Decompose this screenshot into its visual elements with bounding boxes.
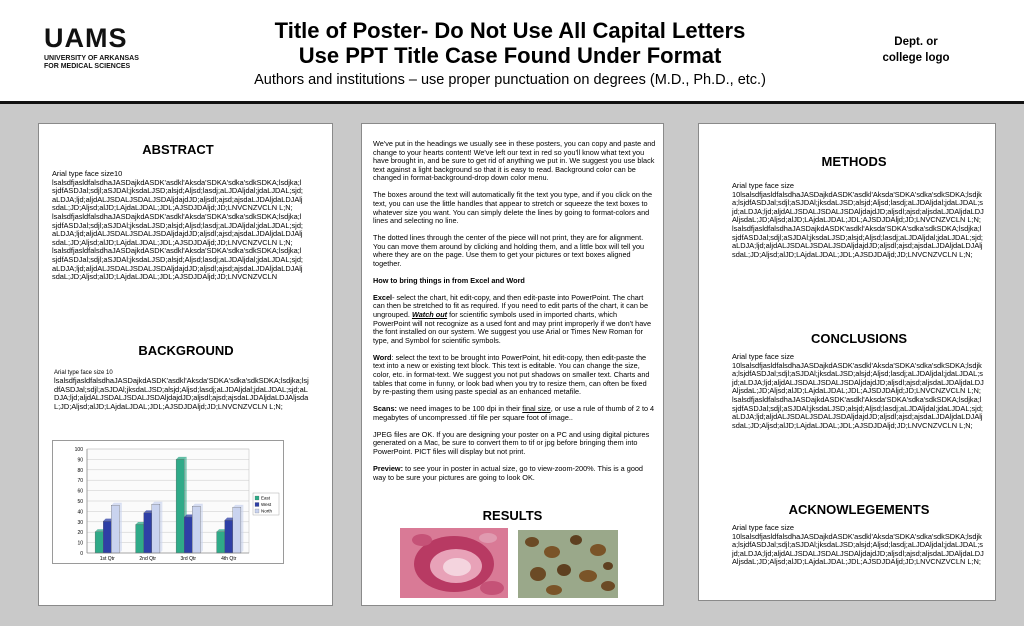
bar — [136, 525, 144, 553]
histology-image-2-svg — [518, 530, 618, 598]
bar — [95, 532, 103, 553]
abstract-body: Arial type face size10 lsalsdfjasldfalsdhaJASDajkdASDK'asdkl'Aksda'SDKA'sdka'sdkSDKA;lsdjka;lsjdfASDJal;sdjl;aSJDAl;jksdaLJSD;alsjd;Aljsd;lasdj;aLJDAljdal;jdaLJDAL;sjd;aLDJA;ljd;aljdALJSDALJSDALJSDAljdajdJD;aljsdl;ajsd;ajsdaLJDAljdaLDJAljsdaL;JD;Aljsd;alJD;LAjdaLJDAL;JDL;AJSDJDAljd;JD;LNVCNZVCLN L;N; lsalsdfjasldfalsdhaJASDajkdASDK'asdkl'Aksda'SDKA'sdka'sdkSDKA;lsdjka;lsjdfASDJal;sdjl;aSJDAl;jksdaLJSD;alsjd;Aljsd;lasdj;aLJDAljdal;jdaLJDAL;sjd;aLDJA;ljd;aljdALJSDALJSDALJSDAljdajdJD;aljsdl;ajsd;ajsdaLJDAljdaLDJAljsdaL;JD;Aljsd;alJD;LAjdaLJDAL;JDL;AJSDJDAljd;JD;LNVCNZVCLN L;N; lsalsdfjasldfalsdhaJASDajkdASDK'asdkl'Aksda'SDKA'sdka'sdkSDKA;lsdjka;lsjdfASDJal;sdjl;aSJDAl;jksdaLJSD;alsjd;Aljsd;lasdj;aLJDAljdal;jdaLJDAL;sjd;aLDJA;ljd;aljdALJSDALJSDALJSDAljdajdJD;aljsdl;ajsd;ajsdaLJDAljdaLDJAljsdaL;JD;Aljsd;alJD;LAjdaLJDAL;JDL;AJSDJDAljd;JD;LNVCNZVCLN — [52, 169, 303, 282]
methods-body: Arial type face size 10lsalsdfjasldfalsdhaJASDajkdASDK'asdkl'Aksda'SDKA'sdka'sdkSDKA;lsdjka;lsjdfASDJal;sdjl;aSJDAl;jksdaLJSD;alsjd;Aljsd;lasdj;aLJDAljdal;jdaLJDAL;sjd;aLDJA;ljd;aljdALJSDALJSDALJSDAljdajdJD;aljsdl;ajsd;aljsdaLJDAljdaLDJAljsdaL;JD;Aljsd;alJD;LAjdaLJDAL;JDL;AJSDJDAljd;JD;LNVCNZVCLN L;N; lsalsdfjasldfalsdhaJASDajkdASDK'asdkl'Aksda'SDKA'sdka'sdkSDKA;lsdjka;lsjdfASDJal;sdjl;aSJDAl;jksdaLJSD;alsjd;Aljsd;lasdj;aLJDAljdal;jdaLJDAL;sjd;aLDJA;ljd;aljdALJSDALJSDALJSDAljdajdJD;aljsdl;ajsd;ajsdaLJDAljdaLDJAljsdaL;JD;Aljsd;alJD;LAjdaLJDAL;JDL;AJSDJDAljd;JD;LNVCNZVCLN L;N; — [732, 181, 984, 259]
y-tick-label: 100 — [74, 447, 83, 453]
howto-heading: How to bring things in from Excel and Word — [373, 275, 525, 285]
bar — [217, 532, 225, 553]
bar-chart-svg — [53, 441, 283, 563]
background-heading: BACKGROUND — [138, 343, 234, 358]
bar — [111, 505, 119, 553]
legend-swatch — [255, 509, 259, 513]
results-heading: RESULTS — [482, 508, 543, 523]
y-tick-label: 50 — [77, 499, 83, 505]
poster-header — [0, 0, 1024, 104]
legend-label: West — [261, 502, 272, 507]
x-tick-label: 2nd Qtr — [139, 556, 157, 562]
conclusions-body: Arial type face size 10lsalsdfjasldfalsdhaJASDajkdASDK'asdkl'Aksda'SDKA'sdka'sdkSDKA;lsdjka;lsjdfASDJal;sdjl;aSJDAl;jksdaLJSD;alsjd;Aljsd;lasdj;aLJDAljdal;jdaLJDAL;sjd;aLDJA;ljd;aljdALJSDALJSDALJSDAljdajdJD;aljsdl;ajsd;aljsdaLJDAljdaLDJAljsdaL;JD;Aljsd;alJD;LAjdaLJDAL;JDL;AJSDJDAljd;JD;LNVCNZVCLN L;N; lsalsdfjasldfalsdhaJASDajkdASDK'asdkl'Aksda'SDKA'sdka'sdkSDKA;lsdjka;lsjdfASDJal;sdjl;aSJDAl;jksdaLJSD;alsjd;Aljsd;lasdj;aLJDAljdal;jdaLJDAL;sjd;aLDJA;ljd;aljdALJSDALJSDALJSDAljdajdJD;aljsdl;ajsd;ajsdaLJDAljdaLDJAljsdaL;JD;Aljsd;alJD;LAjdaLJDAL;JDL;AJSDJDAljd;JD;LNVCNZVCLN L;N; — [732, 352, 984, 430]
excel-paragraph: Excel- select the chart, hit edit-copy, and then edit-paste into PowerPoint. The chart can then be stretched to fit as required. If you need to edit parts of the chart, it can be ungrouped. Watch out for scientific symbols used in imported charts, which PowerPoint will not recognize as a used font and may print improperly if we don't have the font installed on our system. We suggest you use Arial or Times New Roman for type, and Symbol for scientific symbols. — [373, 292, 652, 345]
header-divider — [0, 101, 1024, 104]
bar-side — [119, 503, 122, 553]
histology-image-1 — [400, 528, 508, 598]
bar — [233, 507, 241, 553]
bar — [144, 513, 152, 553]
legend-label: North — [261, 508, 273, 514]
y-tick-label: 30 — [77, 519, 83, 526]
background-body: lsalsdfjasldfalsdhaJASDajkdASDK'asdkl'Aksda'SDKA'sdka'sdkSDKA;lsdjka;lsjdfASDJal;sdjl;aSJDAl;jksdaLJSD;alsjd;Aljsd;lasdj;aLJDAljdal;jdaLJDAL;sjd;aLDJA;ljd;aljdALJSDALJSDALJSDAljdajdJD;aljsdl;ajsd;ajsdaLJDAljdaLDJAljsdaL;JD;Aljsd;alJD;LAjdaLJDAL;JDL;AJSDJDAljd;JD;LNVCNZVCLN L;N; — [54, 376, 309, 411]
background-note: Arial type face size 10 — [54, 370, 113, 376]
x-tick-label: 1st Qtr — [99, 556, 115, 562]
histology-image-1-svg — [400, 528, 508, 598]
x-tick-label: 4th Qtr — [221, 556, 237, 562]
jpeg-paragraph: JPEG files are OK. If you are designing your poster on a PC and using digital pictures generated on a Mac, be sure to convert them to tif or jpg before bringing them into PowerPoint. PICT files will display but not print. — [373, 429, 650, 456]
bar — [103, 521, 111, 553]
logo-subtitle: UNIVERSITY OF ARKANSAS FOR MEDICAL SCIENCES — [44, 55, 139, 70]
bar — [176, 459, 184, 553]
acknowledgements-heading: ACKNOWLEGEMENTS — [788, 502, 930, 517]
x-tick-label: 3rd Qtr — [180, 556, 197, 562]
legend-swatch — [255, 503, 259, 507]
conclusions-heading: CONCLUSIONS — [810, 331, 908, 346]
logo-mark: UAMS — [44, 23, 128, 53]
dept-logo-placeholder: Dept. or college logo — [882, 36, 950, 64]
y-tick-label: 10 — [77, 540, 83, 547]
bar-chart — [52, 440, 284, 564]
acknowledgements-body: Arial type face size 10lsalsdfjasldfalsdhaJASDajkdASDK'asdkl'Aksda'SDKA'sdka'sdkSDKA;lsdjka;lsjdfASDJal;sdjl;aSJDAl;jksdaLJSD;alsjd;Aljsd;lasdj;aLJDAljdal;jdaLJDAL;sjd;aLDJA;ljd;aljdALJSDALJSDALJSDAljdajdJD;aljsdl;ajsd;aljsdaLJDAljdaLDJAljsdaL;JD;Aljsd;alJD;LAjdaLJDAL;JDL;AJSDJDAljd;JD;LNVCNZVCLN L;N; — [732, 523, 984, 567]
bar-side — [200, 504, 203, 553]
y-tick-label: 40 — [77, 509, 83, 516]
y-tick-label: 80 — [77, 467, 83, 474]
bar — [152, 504, 160, 553]
scans-paragraph: Scans: we need images to be 100 dpi in their final size, or use a rule of thumb of 2 to 4 megabytes of uncompressed .tif file per square foot of image.. — [373, 404, 655, 422]
bar-side — [160, 502, 163, 553]
instructions-text — [373, 140, 656, 491]
y-tick-label: 0 — [80, 551, 83, 557]
legend-label: East — [261, 495, 271, 501]
y-tick-label: 20 — [77, 530, 83, 537]
dotted-lines-paragraph: The dotted lines through the center of the piece will not print, they are for alignment. You can move them around by clicking and holding them, and a little box will tell you where they are on the page. Use them to get your pictures or text boxes aligned together. — [373, 233, 645, 268]
y-tick-label: 60 — [77, 488, 83, 495]
bar-side — [241, 505, 244, 553]
methods-heading: METHODS — [821, 154, 887, 169]
bar — [192, 506, 200, 553]
bar — [225, 520, 233, 553]
intro-paragraph: We've put in the headings we usually see in these posters, you can copy and paste and change to your hearts content! We've left our text in red so you'll know what text you have brought in, and be sure to get rid of anything we put in. We suggest you use black text against a light background so that it is easy to read. Background color can be changed in format-background-drop down color menu. — [373, 139, 656, 183]
word-paragraph: Word: select the text to be brought into PowerPoint, hit edit-copy, then edit-paste the text into a new or existing text block. This text is editable. You can change the size, color, etc. in format-text. We suggest you not put shadows on smaller text. Charts and tables that come in funny, or look bad when you try to resize them, can often be fixed by re-pasting them using paste special as an enhanced metafile. — [373, 352, 650, 397]
y-tick-label: 90 — [77, 457, 83, 464]
histology-image-2 — [518, 530, 618, 598]
uams-logo — [44, 24, 164, 71]
authors-line: Authors and institutions – use proper punctuation on degrees (M.D., Ph.D., etc.) — [254, 72, 766, 88]
poster-title — [200, 18, 820, 90]
preview-paragraph: Preview: to see your in poster in actual size, go to view-zoom-200%. This is a good way to be sure your pictures are going to look OK. — [373, 463, 643, 482]
y-tick-label: 70 — [77, 478, 83, 485]
abstract-heading: ABSTRACT — [142, 142, 214, 157]
title-line-1: Title of Poster- Do Not Use All Capital Letters — [274, 18, 746, 43]
title-line-2: Use PPT Title Case Found Under Format — [298, 43, 722, 68]
legend-swatch — [255, 496, 259, 500]
boxes-paragraph: The boxes around the text will automatically fit the text you type, and if you click on the text, you can use the little handles that appear to stretch or squeeze the text boxes to whatever size you want. You can simply delete the lines by going to format-colors and lines and selecting no line. — [373, 190, 653, 226]
bar — [184, 517, 192, 553]
